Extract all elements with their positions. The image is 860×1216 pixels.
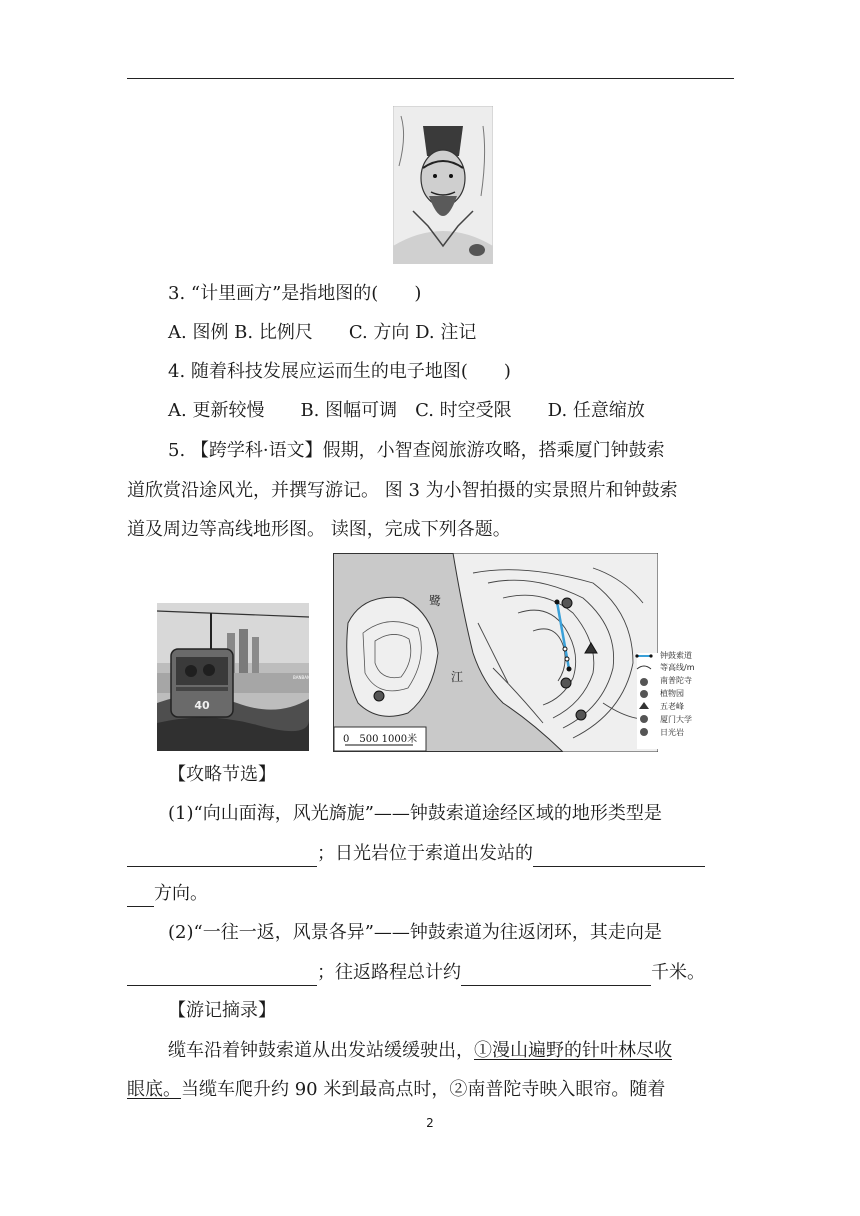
question-4-options: A. 更新较慢 B. 图幅可调 C. 时空受限 D. 任意缩放 <box>168 400 645 421</box>
svg-text:BANBAN: BANBAN <box>293 675 309 680</box>
gondola-number: 40 <box>194 699 210 712</box>
page-number: 2 <box>426 1116 434 1130</box>
q5-part1-mid-text: ；日光岩位于索道出发站的 <box>317 843 533 864</box>
legend-contour: 等高线/m <box>660 663 695 672</box>
answer-blank-orientation[interactable] <box>127 965 317 986</box>
question-5-line-3: 道及周边等高线地形图。 读图，完成下列各题。 <box>127 519 511 540</box>
q5-part2-mid-text: ；往返路程总计约 <box>317 962 461 983</box>
travelogue-line2-text: 当缆车爬升约 90 米到最高点时，②南普陀寺映入眼帘。随着 <box>181 1079 666 1100</box>
cable-car-photo <box>157 603 309 751</box>
q5-part2-line2 <box>127 960 705 986</box>
header-rule <box>127 78 734 79</box>
contour-map <box>333 553 658 752</box>
legend-nanputuo: 南普陀寺 <box>660 676 692 685</box>
q5-part1-tail-text: 方向。 <box>154 883 208 904</box>
section-heading-travelogue: 【游记摘录】 <box>168 1000 276 1021</box>
question-3-options: A. 图例 B. 比例尺 C. 方向 D. 注记 <box>168 322 477 343</box>
question-5-line-2: 道欣赏沿途风光，并撰写游记。 图 3 为小智拍摄的实景照片和钟鼓索 <box>127 480 678 501</box>
legend-wulao-peak: 五老峰 <box>660 702 684 711</box>
scale-bar-label: 0 500 1000米 <box>343 734 418 745</box>
river-label-top: 鹭 <box>429 594 442 608</box>
question-5-line-1: 5. 【跨学科·语文】假期，小智查阅旅游攻略，搭乘厦门钟鼓索 <box>168 440 665 461</box>
legend-botanical-garden: 植物园 <box>660 689 684 698</box>
travelogue-line1-text: 缆车沿着钟鼓索道从出发站缓缓驶出， <box>168 1040 474 1061</box>
answer-blank-terrain[interactable] <box>127 846 317 867</box>
answer-blank-direction[interactable] <box>533 846 705 867</box>
q5-part2-end-text: 千米。 <box>651 962 705 983</box>
sunlight-rock-icon <box>374 691 384 701</box>
q5-part2-line1: (2)“一往一返，风景各异”——钟鼓索道为往返闭环，其走向是 <box>168 922 662 943</box>
legend-xiamen-university: 厦门大学 <box>660 715 692 724</box>
question-3-stem: 3. “计里画方”是指地图的( ) <box>168 283 422 304</box>
answer-blank-direction-cont[interactable] <box>127 886 154 907</box>
travelogue-line2 <box>127 1077 665 1103</box>
travelogue-line1 <box>168 1038 672 1064</box>
q5-part1-line1: (1)“向山面海，风光旖旎”——钟鼓索道途经区域的地形类型是 <box>168 803 662 824</box>
q5-part1-line2 <box>127 841 705 867</box>
section-heading-strategy: 【攻略节选】 <box>168 764 276 785</box>
legend-sunlight-rock: 日光岩 <box>660 728 684 737</box>
question-4-stem: 4. 随着科技发展应运而生的电子地图( ) <box>168 361 511 382</box>
river-label-bottom: 江 <box>451 670 464 684</box>
answer-blank-distance[interactable] <box>461 965 651 986</box>
portrait-image <box>393 106 493 264</box>
travelogue-underlined-2: 眼底。 <box>127 1079 181 1100</box>
legend-cableway: 钟鼓索道 <box>660 651 692 660</box>
travelogue-underlined-1: ①漫山遍野的针叶林尽收 <box>474 1040 672 1061</box>
legend-labels <box>660 650 740 750</box>
q5-part1-line3 <box>127 881 208 907</box>
